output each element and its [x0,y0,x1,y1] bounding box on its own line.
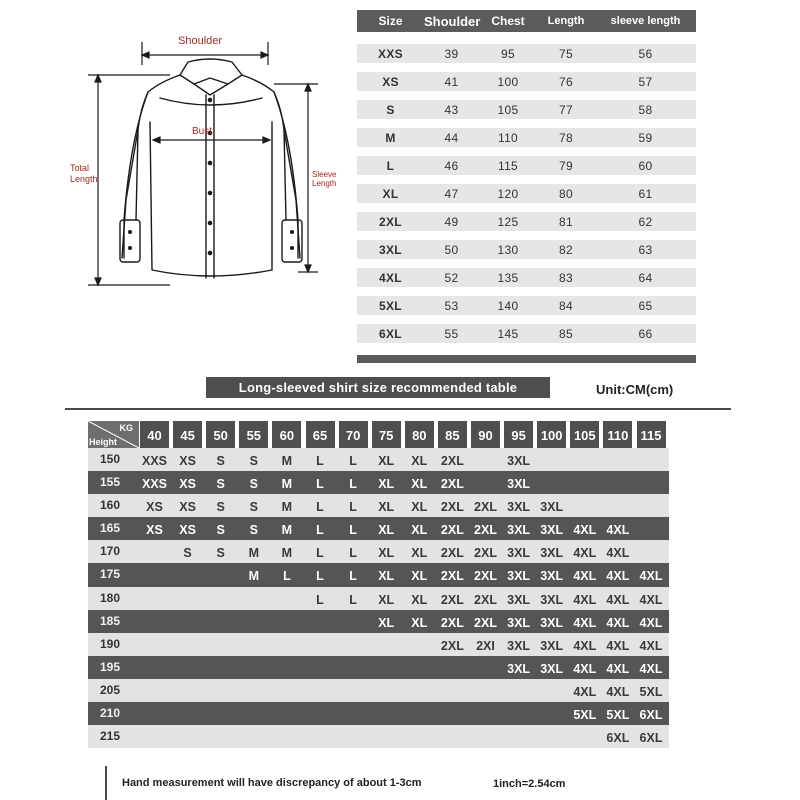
size-cell: 4XL [639,569,663,584]
table-corner-cell [88,421,139,448]
size-row-chest: 125 [497,214,519,229]
size-cell: 3XL [540,523,564,538]
size-row-shoulder: 52 [444,270,459,285]
height-cell: 190 [99,636,121,651]
size-cell: M [281,477,293,492]
size-cell: S [216,523,225,538]
size-cell: 3XL [507,523,531,538]
size-cell: 2XI [476,638,495,653]
size-cell: L [349,546,357,561]
size-row-size: 2XL [379,214,402,229]
corner-kg-label: KG [119,423,133,433]
size-cell: L [349,592,357,607]
size-cell: XL [411,546,428,561]
size-cell: S [249,477,258,492]
height-row [88,563,669,586]
size-cell: 4XL [606,615,630,630]
size-row-chest: 130 [497,242,519,257]
recommended-table-body [88,448,669,748]
weight-header-cell: 75 [372,421,401,448]
size-cell: 3XL [540,615,564,630]
size-cell: XL [411,569,428,584]
size-cell: 4XL [573,592,597,607]
size-cell: L [316,592,324,607]
size-cell: S [216,546,225,561]
size-row [357,296,696,315]
size-cell: XL [411,500,428,515]
size-row-chest: 135 [497,270,519,285]
size-row-shoulder: 47 [444,186,459,201]
size-row-shoulder: 43 [444,102,459,117]
size-row-sleeve-length: 58 [638,102,653,117]
size-cell: 4XL [573,615,597,630]
size-cell: 5XL [606,708,630,723]
size-cell: M [281,500,293,515]
size-cell: 5XL [639,684,663,699]
size-row [357,324,696,343]
size-cell: 2XL [440,638,464,653]
size-cell: S [249,500,258,515]
size-cell: 6XL [606,731,630,746]
size-cell: XL [378,454,395,468]
size-cell: M [281,454,293,468]
size-row-length: 82 [559,242,573,257]
size-row-size: S [386,102,395,117]
size-cell: 4XL [573,638,597,653]
size-cell: 4XL [573,661,597,676]
size-cell: XL [378,523,395,538]
size-cell: 4XL [573,523,597,538]
size-row-shoulder: 44 [444,130,459,145]
height-cell: 215 [99,729,121,744]
header-shoulder: Shoulder [424,13,481,29]
size-cell: 3XL [507,546,531,561]
weight-header-cell: 95 [504,421,533,448]
total-length-label-line1: Total [70,163,90,173]
size-row-length: 81 [559,214,573,229]
size-cell: XL [411,615,428,630]
size-row-sleeve-length: 61 [638,186,653,201]
size-row-chest: 105 [497,102,519,117]
size-cell: S [216,454,225,468]
size-cell: 4XL [606,523,630,538]
size-cell: 5XL [573,708,597,723]
sleeve-length-label [312,170,336,188]
size-cell: M [281,523,293,538]
height-cell: 150 [99,452,121,466]
weight-header-cell: 100 [537,421,566,448]
weight-header-cell: 115 [637,421,666,448]
size-cell: L [349,523,357,538]
corner-height-label: Height [89,437,117,447]
size-row-length: 77 [559,102,573,117]
size-row-size: XS [382,74,399,89]
size-cell: XL [378,592,395,607]
size-row-shoulder: 49 [444,214,459,229]
size-cell: 3XL [507,615,531,630]
height-cell: 185 [99,613,121,628]
size-cell: 2XL [474,546,497,561]
height-row [88,587,669,610]
size-row [357,268,696,287]
height-cell: 165 [99,521,121,536]
size-cell: 4XL [606,569,630,584]
size-cell: XL [411,523,428,538]
height-row [88,610,669,633]
size-cell: XL [378,477,395,492]
size-cell: 3XL [540,500,564,515]
size-cell: L [349,454,357,468]
size-row-length: 75 [559,46,573,61]
size-row-size: L [386,158,395,173]
size-cell: L [316,523,324,538]
height-cell: 195 [99,659,121,674]
size-row-chest: 110 [497,130,519,145]
size-cell: 2XL [474,500,497,515]
size-cell: L [316,569,324,584]
height-cell: 175 [99,567,121,582]
size-cell: 4XL [606,661,630,676]
weight-header-cell: 90 [471,421,500,448]
size-cell: 3XL [540,546,564,561]
size-row-sleeve-length: 57 [638,74,653,89]
height-cell: 210 [99,706,121,721]
size-cell: XS [179,500,196,515]
size-row-chest: 95 [501,46,515,61]
size-cell: XS [146,523,163,538]
size-cell: M [248,569,259,584]
weight-header-cell: 65 [306,421,335,448]
size-cell: 2XL [440,569,464,584]
weight-header-cell: 110 [603,421,632,448]
weight-header-cell: 105 [570,421,599,448]
size-cell: XL [378,569,395,584]
size-cell: 2XL [440,615,464,630]
size-row [357,100,696,119]
size-cell: XL [411,454,428,468]
size-row-sleeve-length: 63 [638,242,653,257]
size-cell: 6XL [639,731,663,746]
size-cell: XS [179,454,196,468]
size-row-size: 3XL [379,242,402,257]
size-row-sleeve-length: 59 [638,130,653,145]
height-cell: 160 [99,498,121,513]
note-divider [105,766,107,800]
size-cell: 2XL [440,500,464,515]
height-row [88,494,669,517]
size-cell: L [316,454,324,468]
size-row-chest: 115 [497,158,519,173]
size-row-length: 84 [559,298,573,313]
height-row [88,448,669,471]
height-row [88,633,669,656]
size-row-shoulder: 50 [444,242,459,257]
weight-header-cell: 55 [239,421,268,448]
size-chart [357,10,696,363]
size-row-length: 80 [559,186,573,201]
height-row [88,517,669,540]
size-cell: 3XL [507,592,531,607]
size-cell: 4XL [606,592,630,607]
size-chart-rows [357,32,696,343]
size-cell: 2XL [440,454,464,468]
size-cell: 3XL [540,661,564,676]
size-row-length: 85 [559,326,573,341]
size-row [357,128,696,147]
size-cell: XXS [141,477,167,492]
size-row-sleeve-length: 56 [638,46,653,61]
size-cell: S [216,500,225,515]
size-cell: L [316,546,324,561]
sleeve-length-label-line1: Sleeve [312,170,337,179]
size-row-shoulder: 53 [444,298,459,313]
size-chart-footer-bar [357,355,696,363]
size-row-sleeve-length: 60 [638,158,653,173]
size-row-chest: 100 [497,74,519,89]
size-cell: 4XL [639,615,663,630]
size-cell: 2XL [440,592,464,607]
size-row-size: XL [382,186,399,201]
size-cell: 4XL [639,638,663,653]
weight-header-cell: 70 [339,421,368,448]
size-row [357,184,696,203]
size-cell: XS [146,500,163,515]
height-row [88,656,669,679]
header-length: Length [547,15,585,27]
measurement-note: Hand measurement will have discrepancy of about 1-3cm [122,777,422,789]
size-cell: 2XL [440,546,464,561]
size-row-size: 6XL [379,326,402,341]
size-cell: 4XL [573,569,597,584]
size-cell: XL [378,546,395,561]
weight-header-cell: 60 [272,421,301,448]
height-row [88,725,669,748]
size-cell: L [316,500,324,515]
size-cell: 4XL [639,592,663,607]
shoulder-label: Shoulder [178,35,223,47]
bust-label: Bust [192,126,213,137]
size-row [357,212,696,231]
size-row [357,44,696,63]
size-cell: 2XL [474,592,497,607]
shirt-outline-icon [60,20,360,310]
size-cell: 4XL [606,638,630,653]
size-cell: 2XL [474,569,497,584]
size-cell: L [283,569,291,584]
size-row-length: 79 [559,158,573,173]
recommended-table [88,421,669,748]
size-cell: 4XL [573,546,597,561]
size-cell: XL [411,592,428,607]
size-row-chest: 145 [497,326,519,341]
size-row-length: 83 [559,270,573,285]
size-cell: XS [179,523,196,538]
size-row [357,240,696,259]
size-cell: S [183,546,192,561]
size-row [357,72,696,91]
size-cell: 3XL [507,477,531,492]
size-row-sleeve-length: 66 [638,326,653,341]
recommended-table-header [88,421,669,448]
size-cell: M [248,546,259,561]
size-row-length: 76 [559,74,573,89]
size-row-sleeve-length: 64 [638,270,653,285]
size-row-size: XXS [378,46,403,61]
height-row [88,471,669,494]
size-cell: XL [378,500,395,515]
total-length-label-line2: Length [70,174,98,184]
size-cell: XXS [141,454,167,468]
size-cell: XL [411,477,428,492]
size-cell: 3XL [540,592,564,607]
sleeve-length-label-line2: Length [312,179,337,188]
size-cell: XS [179,477,196,492]
size-cell: 6XL [639,708,663,723]
size-cell: S [216,477,225,492]
size-row-chest: 140 [497,298,519,313]
unit-label: Unit:CM(cm) [596,382,674,397]
size-cell: 2XL [474,615,497,630]
size-cell: S [249,523,258,538]
size-row-sleeve-length: 62 [638,214,653,229]
height-cell: 180 [99,590,121,605]
size-row-shoulder: 46 [444,158,459,173]
size-cell: S [249,454,258,468]
size-row-chest: 120 [497,186,519,201]
size-cell: 2XL [440,523,464,538]
size-cell: XL [378,615,395,630]
size-cell: L [349,569,357,584]
header-chest: Chest [491,14,525,28]
weight-header-cell: 45 [173,421,202,448]
size-row-size: 4XL [379,270,402,285]
size-cell: 2XL [440,477,464,492]
size-cell: L [349,500,357,515]
size-cell: 4XL [573,684,597,699]
header-sleeve-length: sleeve length [610,15,681,27]
size-cell: 3XL [540,638,564,653]
size-row-size: M [385,130,396,145]
size-cell: M [281,546,293,561]
size-cell: 3XL [507,638,531,653]
size-cell: L [316,477,324,492]
height-cell: 155 [99,475,121,490]
shirt-diagram [60,20,360,310]
size-row-shoulder: 55 [444,326,459,341]
weight-header-cell: 85 [438,421,467,448]
size-cell: 2XL [474,523,497,538]
recommended-table-title: Long-sleeved shirt size recommended table [206,377,550,398]
height-row [88,702,669,725]
size-cell: L [349,477,357,492]
size-row-length: 78 [559,130,573,145]
size-cell: 4XL [639,661,663,676]
height-row [88,540,669,563]
size-row-shoulder: 41 [444,74,459,89]
height-row [88,679,669,702]
inch-conversion: 1inch=2.54cm [493,778,566,790]
size-cell: 3XL [540,569,564,584]
size-chart-header [357,10,696,32]
weight-header-cell: 80 [405,421,434,448]
height-cell: 205 [99,682,121,697]
size-cell: 3XL [507,500,531,515]
header-size: Size [378,14,403,28]
total-length-label [70,163,98,185]
weight-header-cell: 50 [206,421,235,448]
size-cell: 3XL [507,661,531,676]
size-cell: 3XL [507,454,531,468]
weight-header-cell: 40 [140,421,169,448]
size-row-sleeve-length: 65 [638,298,653,313]
divider [65,408,731,410]
size-row-shoulder: 39 [444,46,459,61]
size-row-size: 5XL [379,298,402,313]
height-cell: 170 [99,544,121,559]
size-cell: 3XL [507,569,531,584]
size-cell: 4XL [606,546,630,561]
size-cell: 4XL [606,684,630,699]
size-row [357,156,696,175]
